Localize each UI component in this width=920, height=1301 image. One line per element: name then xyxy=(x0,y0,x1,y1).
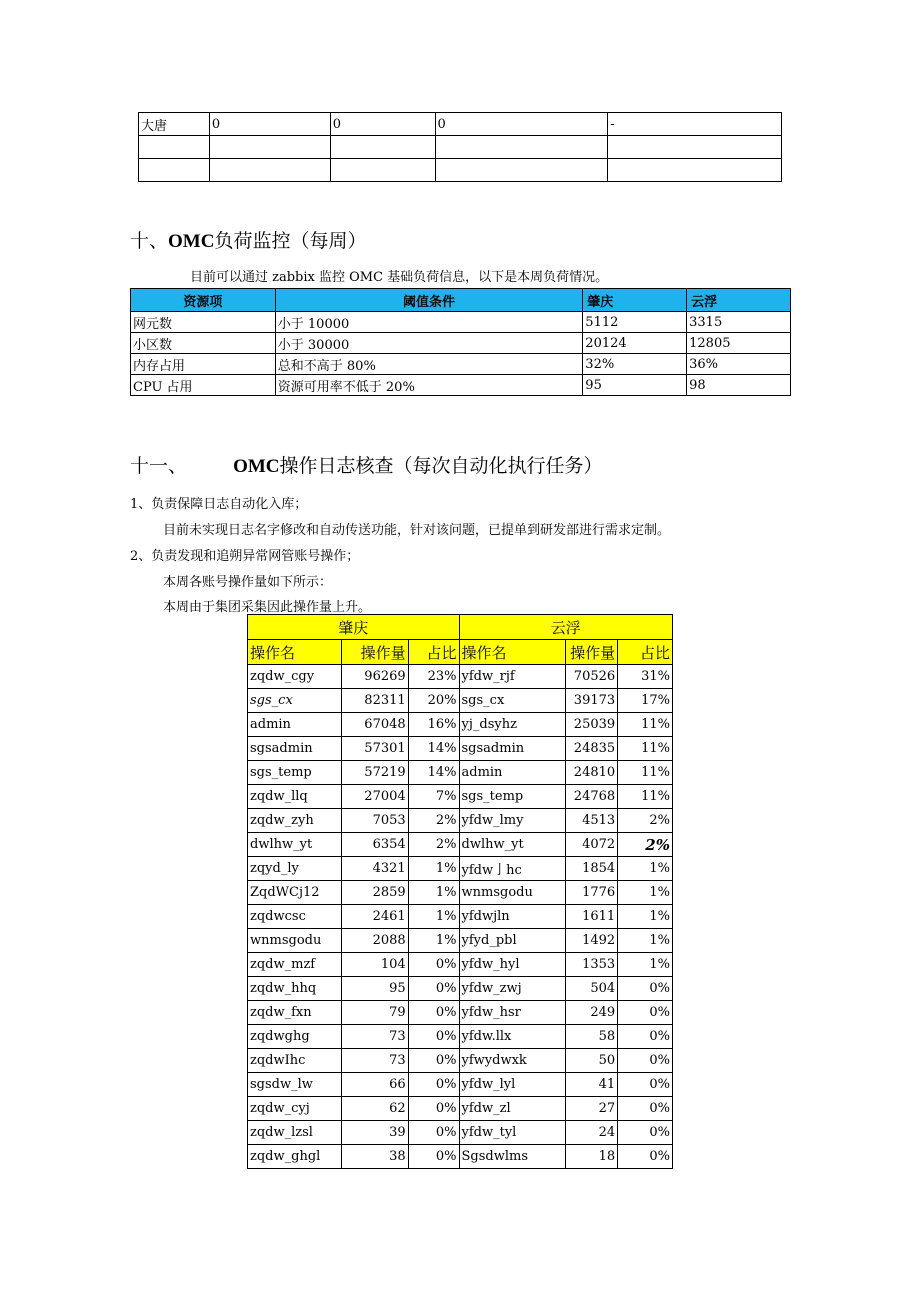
table-cell: 0% xyxy=(408,1025,459,1049)
table-cell: zqdw_hhq xyxy=(248,977,342,1001)
table-cell: 95 xyxy=(341,977,408,1001)
table-cell: yfdw.llx xyxy=(459,1025,566,1049)
table-cell: 0% xyxy=(618,1121,673,1145)
table-cell: yfwydwxk xyxy=(459,1049,566,1073)
table-cell: 27 xyxy=(566,1097,618,1121)
table-cell: zqdwghg xyxy=(248,1025,342,1049)
table-cell: 1% xyxy=(408,905,459,929)
table-row xyxy=(248,713,673,737)
table-cell: 67048 xyxy=(341,713,408,737)
table-cell: 73 xyxy=(341,1025,408,1049)
table-cell xyxy=(435,159,608,182)
table-row xyxy=(248,857,673,881)
table-row xyxy=(139,113,782,136)
table-cell: 39173 xyxy=(566,689,618,713)
table-cell: dwlhw_yt xyxy=(248,833,342,857)
table-cell xyxy=(608,159,782,182)
table-cell: 50 xyxy=(566,1049,618,1073)
table-cell: 18 xyxy=(566,1145,618,1169)
table-cell xyxy=(608,136,782,159)
table-cell: wnmsgodu xyxy=(248,929,342,953)
table-cell: 1611 xyxy=(566,905,618,929)
table-cell: 41 xyxy=(566,1073,618,1097)
column-header: 资源项 xyxy=(131,289,276,312)
table-cell: 17% xyxy=(618,689,673,713)
table-cell: zqdw_ghgl xyxy=(248,1145,342,1169)
table-cell: 11% xyxy=(618,761,673,785)
table-cell: zqdw_cyj xyxy=(248,1097,342,1121)
table-cell: 2% xyxy=(618,833,673,857)
table-cell: 0% xyxy=(408,953,459,977)
table-cell: 1% xyxy=(618,953,673,977)
table-cell: 大唐 xyxy=(139,113,210,136)
section10-omc: OMC xyxy=(168,231,215,252)
table-cell: 小于 30000 xyxy=(275,333,583,354)
table-cell: 23% xyxy=(408,665,459,689)
table-cell: 0% xyxy=(408,1001,459,1025)
table-cell: yfdwjln xyxy=(459,905,566,929)
table-cell: 20% xyxy=(408,689,459,713)
table-cell: 0% xyxy=(618,1145,673,1169)
table-cell: 0 xyxy=(435,113,608,136)
table-cell: 24768 xyxy=(566,785,618,809)
table-cell: 1% xyxy=(618,905,673,929)
table-cell: yfdw亅hc xyxy=(459,857,566,881)
table-cell: 0% xyxy=(408,1049,459,1073)
table-cell: 2461 xyxy=(341,905,408,929)
table-cell: ZqdWCj12 xyxy=(248,881,342,905)
table-cell: 11% xyxy=(618,785,673,809)
table-cell: 1% xyxy=(408,881,459,905)
table-cell: zqdw_cgy xyxy=(248,665,342,689)
table-cell: 104 xyxy=(341,953,408,977)
table-row xyxy=(248,1049,673,1073)
section11-item2: 2、负责发现和追朔异常网管账号操作； xyxy=(130,549,360,564)
table-cell: 504 xyxy=(566,977,618,1001)
table-row xyxy=(131,312,791,333)
table-cell: 0% xyxy=(618,1025,673,1049)
table-row xyxy=(248,977,673,1001)
section11-number: 十一、 xyxy=(130,455,188,477)
table-cell: 14% xyxy=(408,737,459,761)
column-header: 操作量 xyxy=(566,640,618,665)
table-row xyxy=(248,1073,673,1097)
table-cell: yfdw_zwj xyxy=(459,977,566,1001)
table-cell: 1% xyxy=(408,929,459,953)
section11-line-a: 本周各账号操作量如下所示： xyxy=(163,575,333,590)
table-cell: yfdw_rjf xyxy=(459,665,566,689)
table-cell xyxy=(435,136,608,159)
table-cell: yfdw_hyl xyxy=(459,953,566,977)
table-cell: 5112 xyxy=(583,312,687,333)
table-cell: 4072 xyxy=(566,833,618,857)
table-cell: 总和不高于 80% xyxy=(275,354,583,375)
table-row xyxy=(248,737,673,761)
table-cell: 249 xyxy=(566,1001,618,1025)
section10-heading xyxy=(130,226,366,253)
table-cell: admin xyxy=(459,761,566,785)
table-cell: 96269 xyxy=(341,665,408,689)
table-cell: 3315 xyxy=(687,312,791,333)
table-cell: sgs_cx xyxy=(459,689,566,713)
table-cell: 2% xyxy=(408,809,459,833)
table-cell: 95 xyxy=(583,375,687,396)
table-cell: yfdw_lmy xyxy=(459,809,566,833)
table-cell: 2859 xyxy=(341,881,408,905)
table-row xyxy=(248,1001,673,1025)
table-cell: 38 xyxy=(341,1145,408,1169)
table-cell: sgsdw_lw xyxy=(248,1073,342,1097)
table-cell: 36% xyxy=(687,354,791,375)
table-cell: 73 xyxy=(341,1049,408,1073)
table-row xyxy=(131,333,791,354)
table-cell: 24835 xyxy=(566,737,618,761)
table-row xyxy=(139,136,782,159)
table-cell: 4513 xyxy=(566,809,618,833)
column-header: 云浮 xyxy=(687,289,791,312)
table-cell: 16% xyxy=(408,713,459,737)
section11-item1: 1、负责保障日志自动化入库； xyxy=(130,497,308,512)
table-row xyxy=(248,1025,673,1049)
table-cell: 98 xyxy=(687,375,791,396)
table-cell: 1854 xyxy=(566,857,618,881)
column-header: 占比 xyxy=(408,640,459,665)
table-cell: 1492 xyxy=(566,929,618,953)
table-row xyxy=(248,953,673,977)
city-yunfu: 云浮 xyxy=(459,615,673,640)
table-cell: 11% xyxy=(618,737,673,761)
table-cell: 1776 xyxy=(566,881,618,905)
table-cell: 1% xyxy=(618,929,673,953)
table-cell: yj_dsyhz xyxy=(459,713,566,737)
table-cell: 1% xyxy=(618,857,673,881)
table-cell: 0% xyxy=(408,977,459,1001)
table-cell: sgsadmin xyxy=(248,737,342,761)
table-cell: Sgsdwlms xyxy=(459,1145,566,1169)
table-row xyxy=(131,375,791,396)
table-cell: - xyxy=(608,113,782,136)
table-cell: admin xyxy=(248,713,342,737)
table-cell: 2088 xyxy=(341,929,408,953)
table-cell: 11% xyxy=(618,713,673,737)
table-cell: zqdw_fxn xyxy=(248,1001,342,1025)
table-cell: sgs_temp xyxy=(459,785,566,809)
table-cell: yfdw_lyl xyxy=(459,1073,566,1097)
table-cell: 39 xyxy=(341,1121,408,1145)
table-row xyxy=(139,159,782,182)
table-cell: 0% xyxy=(618,1001,673,1025)
table-cell: 7053 xyxy=(341,809,408,833)
table-cell: 2% xyxy=(408,833,459,857)
table-cell: zqdw_mzf xyxy=(248,953,342,977)
city-zhaoqing: 肇庆 xyxy=(248,615,460,640)
table-cell xyxy=(330,136,435,159)
table-cell: 27004 xyxy=(341,785,408,809)
table-cell: 25039 xyxy=(566,713,618,737)
table-cell: 小区数 xyxy=(131,333,276,354)
table-row xyxy=(248,761,673,785)
table-cell xyxy=(139,159,210,182)
table-row xyxy=(248,905,673,929)
table-cell: 62 xyxy=(341,1097,408,1121)
section10-title: 负荷监控（每周） xyxy=(214,230,367,252)
table-cell: zqdwIhc xyxy=(248,1049,342,1073)
table-row xyxy=(248,689,673,713)
table-cell: sgsadmin xyxy=(459,737,566,761)
section10-intro: 目前可以通过 zabbix 监控 OMC 基础负荷信息，以下是本周负荷情况。 xyxy=(190,270,609,285)
table-cell: 20124 xyxy=(583,333,687,354)
section10-number: 十、 xyxy=(130,230,169,252)
section11-omc: OMC xyxy=(233,456,280,477)
table-cell: 0% xyxy=(618,1097,673,1121)
table-cell: 31% xyxy=(618,665,673,689)
column-header: 操作名 xyxy=(459,640,566,665)
table-cell: wnmsgodu xyxy=(459,881,566,905)
table-cell: yfdw_hsr xyxy=(459,1001,566,1025)
table-cell: 57301 xyxy=(341,737,408,761)
table-cell: 58 xyxy=(566,1025,618,1049)
table-cell: yfdw_tyl xyxy=(459,1121,566,1145)
table-cell: 0 xyxy=(209,113,330,136)
table-cell: 66 xyxy=(341,1073,408,1097)
table-cell xyxy=(139,136,210,159)
table-cell: 小于 10000 xyxy=(275,312,583,333)
section11-title: 操作日志核查（每次自动化执行任务） xyxy=(279,455,603,477)
column-header: 占比 xyxy=(618,640,673,665)
top-table xyxy=(138,112,782,182)
table-cell: 1% xyxy=(618,881,673,905)
column-header: 阈值条件 xyxy=(275,289,583,312)
table-cell: 1353 xyxy=(566,953,618,977)
table-cell: 0% xyxy=(618,977,673,1001)
table-cell: sgs_temp xyxy=(248,761,342,785)
table-row xyxy=(248,833,673,857)
table-cell: 32% xyxy=(583,354,687,375)
section11-heading xyxy=(130,451,603,478)
account-table xyxy=(247,614,673,1169)
header-row xyxy=(248,640,673,665)
table-cell: 82311 xyxy=(341,689,408,713)
table-cell: 0% xyxy=(408,1073,459,1097)
table-cell: 0% xyxy=(408,1097,459,1121)
table-cell: 1% xyxy=(408,857,459,881)
table-cell: 24 xyxy=(566,1121,618,1145)
table-row xyxy=(248,665,673,689)
table-cell: dwlhw_yt xyxy=(459,833,566,857)
table-cell xyxy=(209,136,330,159)
section11-item1-detail: 目前未实现日志名字修改和自动传送功能，针对该问题，已提单到研发部进行需求定制。 xyxy=(163,523,671,538)
table-cell: 0% xyxy=(408,1121,459,1145)
table-cell: 2% xyxy=(618,809,673,833)
table-cell: zqdw_lzsl xyxy=(248,1121,342,1145)
table-cell: 12805 xyxy=(687,333,791,354)
column-header: 肇庆 xyxy=(583,289,687,312)
table-cell: CPU 占用 xyxy=(131,375,276,396)
column-header: 操作名 xyxy=(248,640,342,665)
table-row xyxy=(131,354,791,375)
table-cell: 79 xyxy=(341,1001,408,1025)
table-cell: 14% xyxy=(408,761,459,785)
table-cell: 70526 xyxy=(566,665,618,689)
table-cell: 0 xyxy=(330,113,435,136)
table-cell: 57219 xyxy=(341,761,408,785)
table-row xyxy=(248,809,673,833)
table-cell: zqdw_zyh xyxy=(248,809,342,833)
table-cell: yfdw_zl xyxy=(459,1097,566,1121)
table-cell: yfyd_pbl xyxy=(459,929,566,953)
table-cell: 内存占用 xyxy=(131,354,276,375)
load-table xyxy=(130,288,791,396)
table-cell: 6354 xyxy=(341,833,408,857)
table-row xyxy=(248,929,673,953)
table-row xyxy=(248,1145,673,1169)
table-cell: zqyd_ly xyxy=(248,857,342,881)
table-row xyxy=(248,1121,673,1145)
table-cell: sgs_cx xyxy=(248,689,342,713)
table-cell: zqdwcsc xyxy=(248,905,342,929)
table-cell xyxy=(209,159,330,182)
table-cell: zqdw_llq xyxy=(248,785,342,809)
table-cell: 7% xyxy=(408,785,459,809)
table-cell: 0% xyxy=(618,1049,673,1073)
table-row xyxy=(248,785,673,809)
table-row xyxy=(248,881,673,905)
table-cell: 0% xyxy=(408,1145,459,1169)
table-cell: 24810 xyxy=(566,761,618,785)
table-cell: 资源可用率不低于 20% xyxy=(275,375,583,396)
table-cell xyxy=(330,159,435,182)
section11-line-b: 本周由于集团采集因此操作量上升。 xyxy=(163,600,372,615)
table-row xyxy=(248,1097,673,1121)
table-cell: 网元数 xyxy=(131,312,276,333)
column-header: 操作量 xyxy=(341,640,408,665)
table-cell: 0% xyxy=(618,1073,673,1097)
table-cell: 4321 xyxy=(341,857,408,881)
